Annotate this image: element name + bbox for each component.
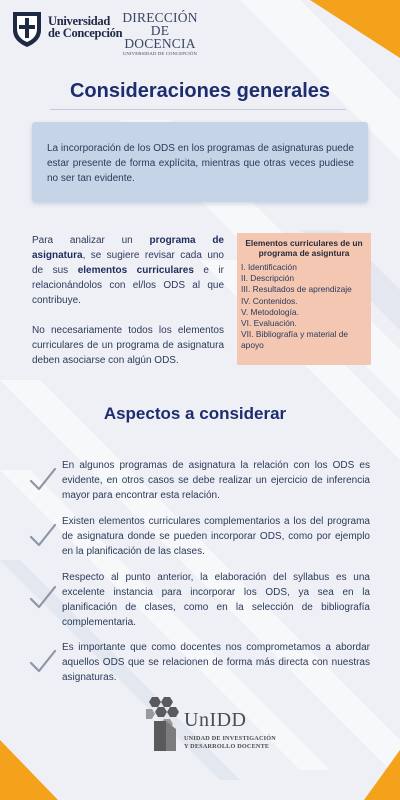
analysis-p1-c: , se sugiere revisar cada uno de sus	[32, 250, 224, 276]
curricular-elements-list	[237, 262, 371, 352]
list-item: IV. Contenidos.	[241, 295, 298, 306]
intro-box	[32, 122, 368, 202]
analysis-p1-bold-program: programa de asignatura	[32, 235, 224, 261]
list-item	[28, 640, 370, 696]
list-item: V. Metodología.	[241, 306, 299, 317]
analysis-text	[32, 233, 224, 368]
unidd-subtitle	[184, 735, 276, 751]
analysis-paragraph-1	[32, 233, 224, 308]
list-item: I. Identificación	[241, 262, 297, 272]
check-icon	[28, 648, 58, 674]
aspects-list	[28, 458, 370, 696]
university-name-line1: Universidad	[48, 14, 110, 28]
hexagon-cluster-icon	[146, 695, 182, 753]
check-icon	[28, 584, 58, 610]
corner-accent-top-right	[290, 0, 400, 60]
analysis-p1-e: e ir relacionándolos con el/los ODS al que contribuye.	[32, 265, 225, 306]
aspect-text: Respecto al punto anterior, la elaboración del syllabus es una excelente instancia para incorporar los ODS, ya sea en la planificación de clases, como en la selección de bibliografía complementaria.	[62, 572, 370, 628]
list-item	[28, 458, 370, 514]
curricular-elements-box	[237, 233, 371, 365]
list-item: VI. Evaluación.	[241, 318, 297, 329]
list-item: VII. Bibliografía y material de apoyo	[241, 329, 349, 351]
aspect-text: En algunos programas de asignatura la relación con los ODS es evidente, en otros casos se debe realizar un ejercicio de inferencia mayor para encontrar esta relación.	[62, 460, 370, 501]
header-logos	[10, 8, 210, 56]
unit-name-line2: DE DOCENCIA	[124, 23, 196, 51]
check-icon	[28, 466, 58, 492]
unit-name-line3: UNIVERSIDAD DE CONCEPCIÓN	[122, 51, 198, 56]
unidd-title: UnIDD	[184, 709, 247, 731]
curricular-elements-title: Elementos curriculares de un programa de asigntura	[245, 238, 363, 258]
university-name-line2: de Concepción	[48, 26, 123, 40]
unidd-subtitle-line1: UNIDAD DE INVESTIGACIÓN	[184, 735, 276, 742]
aspects-title: Aspectos a considerar	[103, 404, 287, 423]
unidd-logo	[146, 695, 346, 755]
corner-accent-bottom-left	[0, 730, 60, 800]
unit-name-line1: DIRECCIÓN	[122, 10, 198, 25]
aspect-text: Es importante que como docentes nos comprometamos a abordar aquellos ODS que se relacionen de forma más directa con nuestras asignaturas.	[62, 642, 370, 683]
university-crest-icon	[10, 8, 44, 48]
university-name	[48, 15, 122, 39]
corner-accent-bottom-right	[360, 750, 400, 800]
unidd-subtitle-line2: Y DESARROLLO DOCENTE	[184, 743, 270, 750]
title-divider	[50, 109, 346, 110]
analysis-paragraph-2: No necesariamente todos los elementos curriculares de un programa de asignatura deben asociarse con algún ODS.	[32, 325, 224, 366]
analysis-p1-a: Para analizar un	[32, 235, 150, 246]
list-item	[28, 514, 370, 570]
direccion-docencia-logo	[114, 11, 206, 56]
aspect-text: Existen elementos curriculares complementarios a los del programa de asignatura donde se pueden incorporar ODS, como por ejemplo en la planificación de las clases.	[62, 516, 370, 557]
page-title: Consideraciones generales	[69, 80, 331, 102]
analysis-p1-bold-elements: elementos curriculares	[77, 265, 194, 276]
intro-text: La incorporación de los ODS en los programas de asignaturas puede estar presente de forma explícita, mientras que otras veces pudiese no ser tan evidente.	[47, 143, 354, 184]
list-item	[28, 570, 370, 640]
list-item: II. Descripción	[241, 273, 295, 284]
list-item: III. Resultados de aprendizaje	[241, 284, 352, 295]
check-icon	[28, 522, 58, 548]
